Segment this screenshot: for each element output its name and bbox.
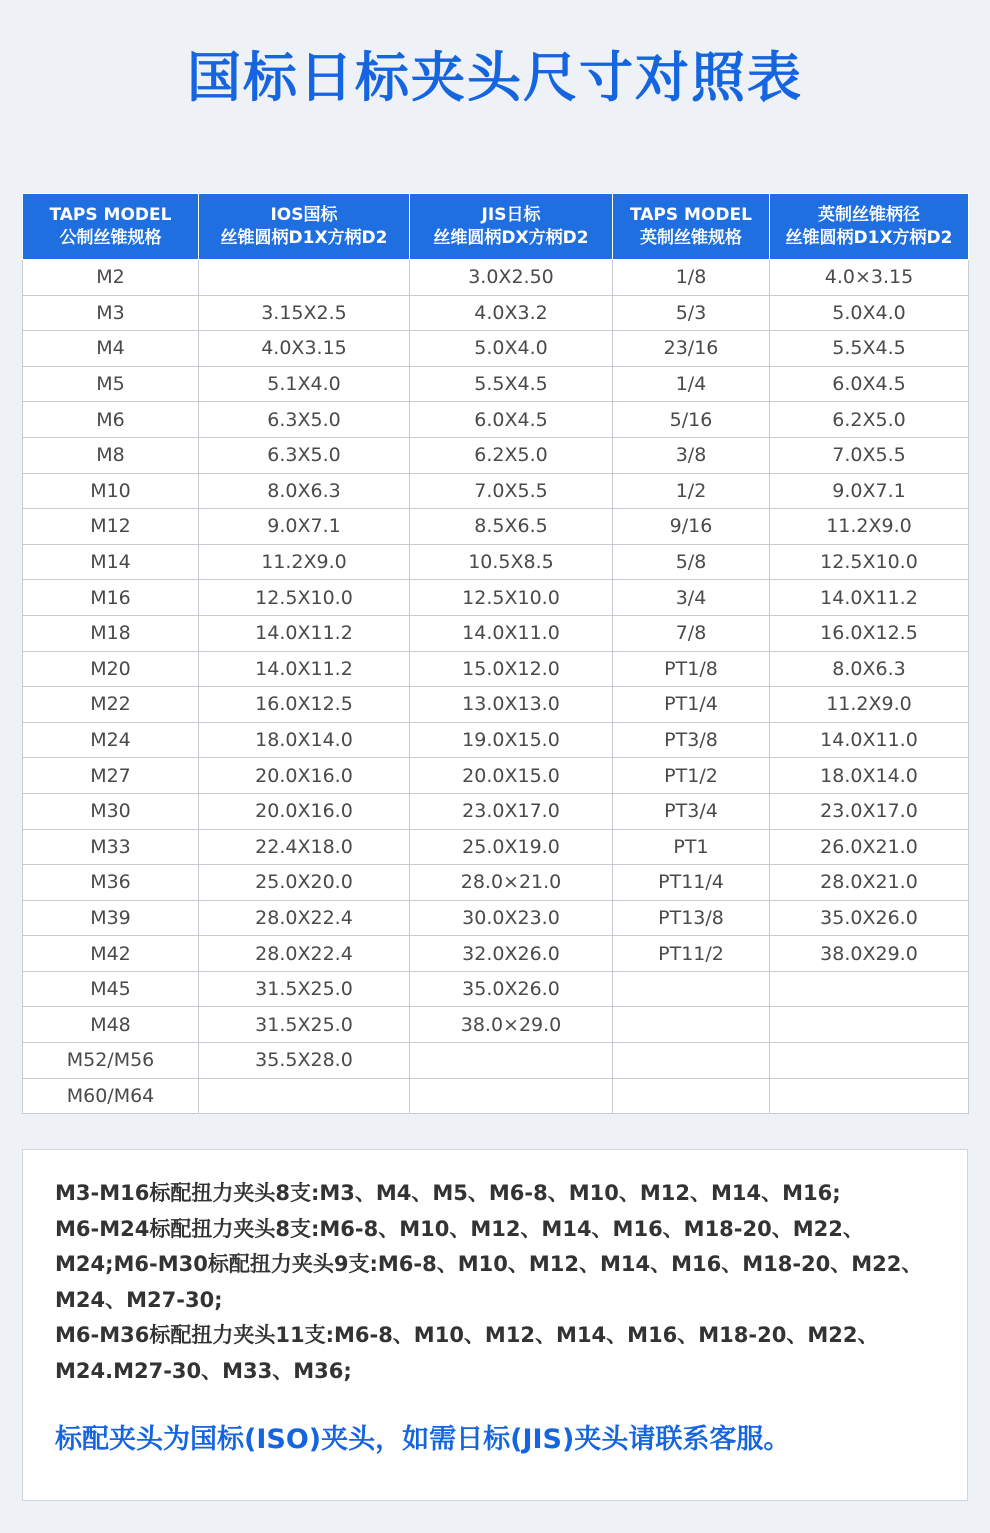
column-header-line: 丝维圆柄DX方柄D2 [433,227,589,248]
table-cell [199,1078,410,1114]
table-row [23,437,969,473]
table-cell: 3.15X2.5 [199,295,410,331]
table-cell: 16.0X12.5 [770,615,969,651]
table-cell: 4.0×3.15 [770,260,969,296]
table-cell: 5.5X4.5 [410,366,613,402]
table-cell: M45 [23,971,199,1007]
table-cell: 19.0X15.0 [410,722,613,758]
table-cell: M22 [23,687,199,723]
table-cell [613,1043,770,1079]
table-cell: 28.0×21.0 [410,865,613,901]
table-cell: 18.0X14.0 [770,758,969,794]
table-cell: M27 [23,758,199,794]
table-row [23,544,969,580]
column-header [410,194,613,260]
table-cell: 12.5X10.0 [770,544,969,580]
table-cell: M30 [23,793,199,829]
column-header-line: 英制丝锥规格 [640,227,742,248]
note-line: M3-M16标配扭力夹头8支:M3、M4、M5、M6-8、M10、M12、M14、M16; [55,1181,841,1205]
table-cell: 14.0X11.0 [410,615,613,651]
table-cell: M2 [23,260,199,296]
table-cell: 9.0X7.1 [199,509,410,545]
table-cell [613,1078,770,1114]
column-header-line: 英制丝锥柄径 [818,204,920,225]
table-cell: PT13/8 [613,900,770,936]
table-cell [199,260,410,296]
table-cell: 20.0X16.0 [199,758,410,794]
table-cell: M8 [23,437,199,473]
page-title: 国标日标夹头尺寸对照表 [187,46,803,109]
table-cell: 5.0X4.0 [410,331,613,367]
table-cell: 35.0X26.0 [770,900,969,936]
column-header-line: IOS国标 [270,204,338,225]
table-cell: 6.2X5.0 [410,437,613,473]
table-cell: 5.1X4.0 [199,366,410,402]
table-row [23,1007,969,1043]
table-row [23,971,969,1007]
table-cell: M12 [23,509,199,545]
table-cell: M4 [23,331,199,367]
table-cell: 38.0×29.0 [410,1007,613,1043]
table-cell: 35.0X26.0 [410,971,613,1007]
column-header [770,194,969,260]
table-cell: 14.0X11.2 [199,615,410,651]
table-row [23,793,969,829]
table-cell: M5 [23,366,199,402]
table-cell: 20.0X16.0 [199,793,410,829]
table-row [23,260,969,296]
table-cell: 23/16 [613,331,770,367]
table-cell: 38.0X29.0 [770,936,969,972]
table-cell: 9.0X7.1 [770,473,969,509]
table-cell: 26.0X21.0 [770,829,969,865]
table-row [23,651,969,687]
table-row [23,295,969,331]
table-cell: M10 [23,473,199,509]
table-cell: M3 [23,295,199,331]
table-cell: 10.5X8.5 [410,544,613,580]
table-cell: 1/2 [613,473,770,509]
table-row [23,722,969,758]
table-cell: 3/8 [613,437,770,473]
note-line: M24.M27-30、M33、M36; [55,1358,352,1383]
table-cell: 5.5X4.5 [770,331,969,367]
table-cell: 11.2X9.0 [199,544,410,580]
column-header-line: JIS日标 [481,204,541,225]
table-cell: 14.0X11.2 [199,651,410,687]
table-cell: 8.0X6.3 [770,651,969,687]
table-cell: 5/16 [613,402,770,438]
column-header [613,194,770,260]
note-line: M6-M24标配扭力夹头8支:M6-8、M10、M12、M14、M16、M18-20、M22、 [55,1216,864,1241]
table-row [23,865,969,901]
table-row [23,829,969,865]
table-row [23,1078,969,1114]
table-cell: PT1/2 [613,758,770,794]
table-cell: 31.5X25.0 [199,971,410,1007]
note-lines [55,1176,937,1389]
table-cell: PT11/4 [613,865,770,901]
table-row [23,331,969,367]
table-cell: M42 [23,936,199,972]
table-cell: M33 [23,829,199,865]
table-cell: 6.0X4.5 [410,402,613,438]
table-cell: 28.0X22.4 [199,900,410,936]
table-cell [613,1007,770,1043]
table-cell: 9/16 [613,509,770,545]
table-cell: 6.3X5.0 [199,437,410,473]
table-cell: 1/4 [613,366,770,402]
table-cell: M6 [23,402,199,438]
table-cell: 28.0X22.4 [199,936,410,972]
table-cell: 4.0X3.2 [410,295,613,331]
table-cell: PT1/4 [613,687,770,723]
service-note: 标配夹头为国标(ISO)夹头，如需日标(JIS)夹头请联系客服。 [55,1424,791,1455]
column-header-line: 丝锥圆柄D1X方柄D2 [220,227,388,248]
table-row [23,580,969,616]
table-cell: 12.5X10.0 [199,580,410,616]
table-cell: M39 [23,900,199,936]
table-row [23,366,969,402]
table-cell: PT1/8 [613,651,770,687]
table-cell: 28.0X21.0 [770,865,969,901]
table-cell: 7/8 [613,615,770,651]
table-cell: 13.0X13.0 [410,687,613,723]
table-cell: PT3/4 [613,793,770,829]
table-cell: 18.0X14.0 [199,722,410,758]
column-header-line: 公制丝锥规格 [59,227,162,248]
table-cell: 25.0X20.0 [199,865,410,901]
note-line: M24、M27-30; [55,1287,223,1312]
table-cell: 30.0X23.0 [410,900,613,936]
table-cell: 3.0X2.50 [410,260,613,296]
table-cell: 32.0X26.0 [410,936,613,972]
table-cell: 16.0X12.5 [199,687,410,723]
table-cell: PT3/8 [613,722,770,758]
table-row [23,509,969,545]
table-cell [410,1043,613,1079]
column-header-line: TAPS MODEL [630,204,752,225]
table-cell [770,1043,969,1079]
size-comparison-table [22,193,969,1114]
table-header-row [23,194,969,260]
table-cell: M14 [23,544,199,580]
table-cell: 7.0X5.5 [410,473,613,509]
table-body [23,260,969,1114]
table-cell: 15.0X12.0 [410,651,613,687]
table-cell: 7.0X5.5 [770,437,969,473]
column-header [199,194,410,260]
table-row [23,687,969,723]
table-row [23,758,969,794]
table-cell: 20.0X15.0 [410,758,613,794]
table-header [23,194,969,260]
table-cell [410,1078,613,1114]
table-row [23,1043,969,1079]
table-cell: 23.0X17.0 [410,793,613,829]
note-line: M6-M36标配扭力夹头11支:M6-8、M10、M12、M14、M16、M18-20、M22、 [55,1323,879,1347]
table-cell: 4.0X3.15 [199,331,410,367]
table-cell [770,1007,969,1043]
table-cell: 6.2X5.0 [770,402,969,438]
table-cell: 25.0X19.0 [410,829,613,865]
table-cell: 14.0X11.2 [770,580,969,616]
table-cell: 14.0X11.0 [770,722,969,758]
notes-panel [22,1149,968,1501]
table-cell: 5/3 [613,295,770,331]
table-cell: 31.5X25.0 [199,1007,410,1043]
table-cell: 1/8 [613,260,770,296]
table-row [23,402,969,438]
table-cell: 11.2X9.0 [770,687,969,723]
table-row [23,900,969,936]
table-cell: M20 [23,651,199,687]
table-cell: 11.2X9.0 [770,509,969,545]
table-row [23,473,969,509]
table-cell: PT1 [613,829,770,865]
table-cell [770,1078,969,1114]
table-row [23,615,969,651]
table-cell: 8.5X6.5 [410,509,613,545]
table-cell: 23.0X17.0 [770,793,969,829]
table-cell [613,971,770,1007]
table-cell: PT11/2 [613,936,770,972]
table-cell: 5.0X4.0 [770,295,969,331]
table-cell: 6.0X4.5 [770,366,969,402]
table-cell: 35.5X28.0 [199,1043,410,1079]
column-header [23,194,199,260]
note-line: M24;M6-M30标配扭力夹头9支:M6-8、M10、M12、M14、M16、M18-20、M22、 [55,1252,923,1276]
table-cell: M48 [23,1007,199,1043]
table-cell: M24 [23,722,199,758]
table-cell: 3/4 [613,580,770,616]
table-cell: 8.0X6.3 [199,473,410,509]
table-cell: M36 [23,865,199,901]
table-cell: M52/M56 [23,1043,199,1079]
table-cell: 12.5X10.0 [410,580,613,616]
column-header-line: TAPS MODEL [49,204,172,225]
table-row [23,936,969,972]
column-header-line: 丝锥圆柄D1X方柄D2 [785,227,953,248]
table-cell: M16 [23,580,199,616]
table-cell: 22.4X18.0 [199,829,410,865]
table-cell: M18 [23,615,199,651]
table-cell: 6.3X5.0 [199,402,410,438]
table-cell [770,971,969,1007]
table-cell: 5/8 [613,544,770,580]
table-cell: M60/M64 [23,1078,199,1114]
